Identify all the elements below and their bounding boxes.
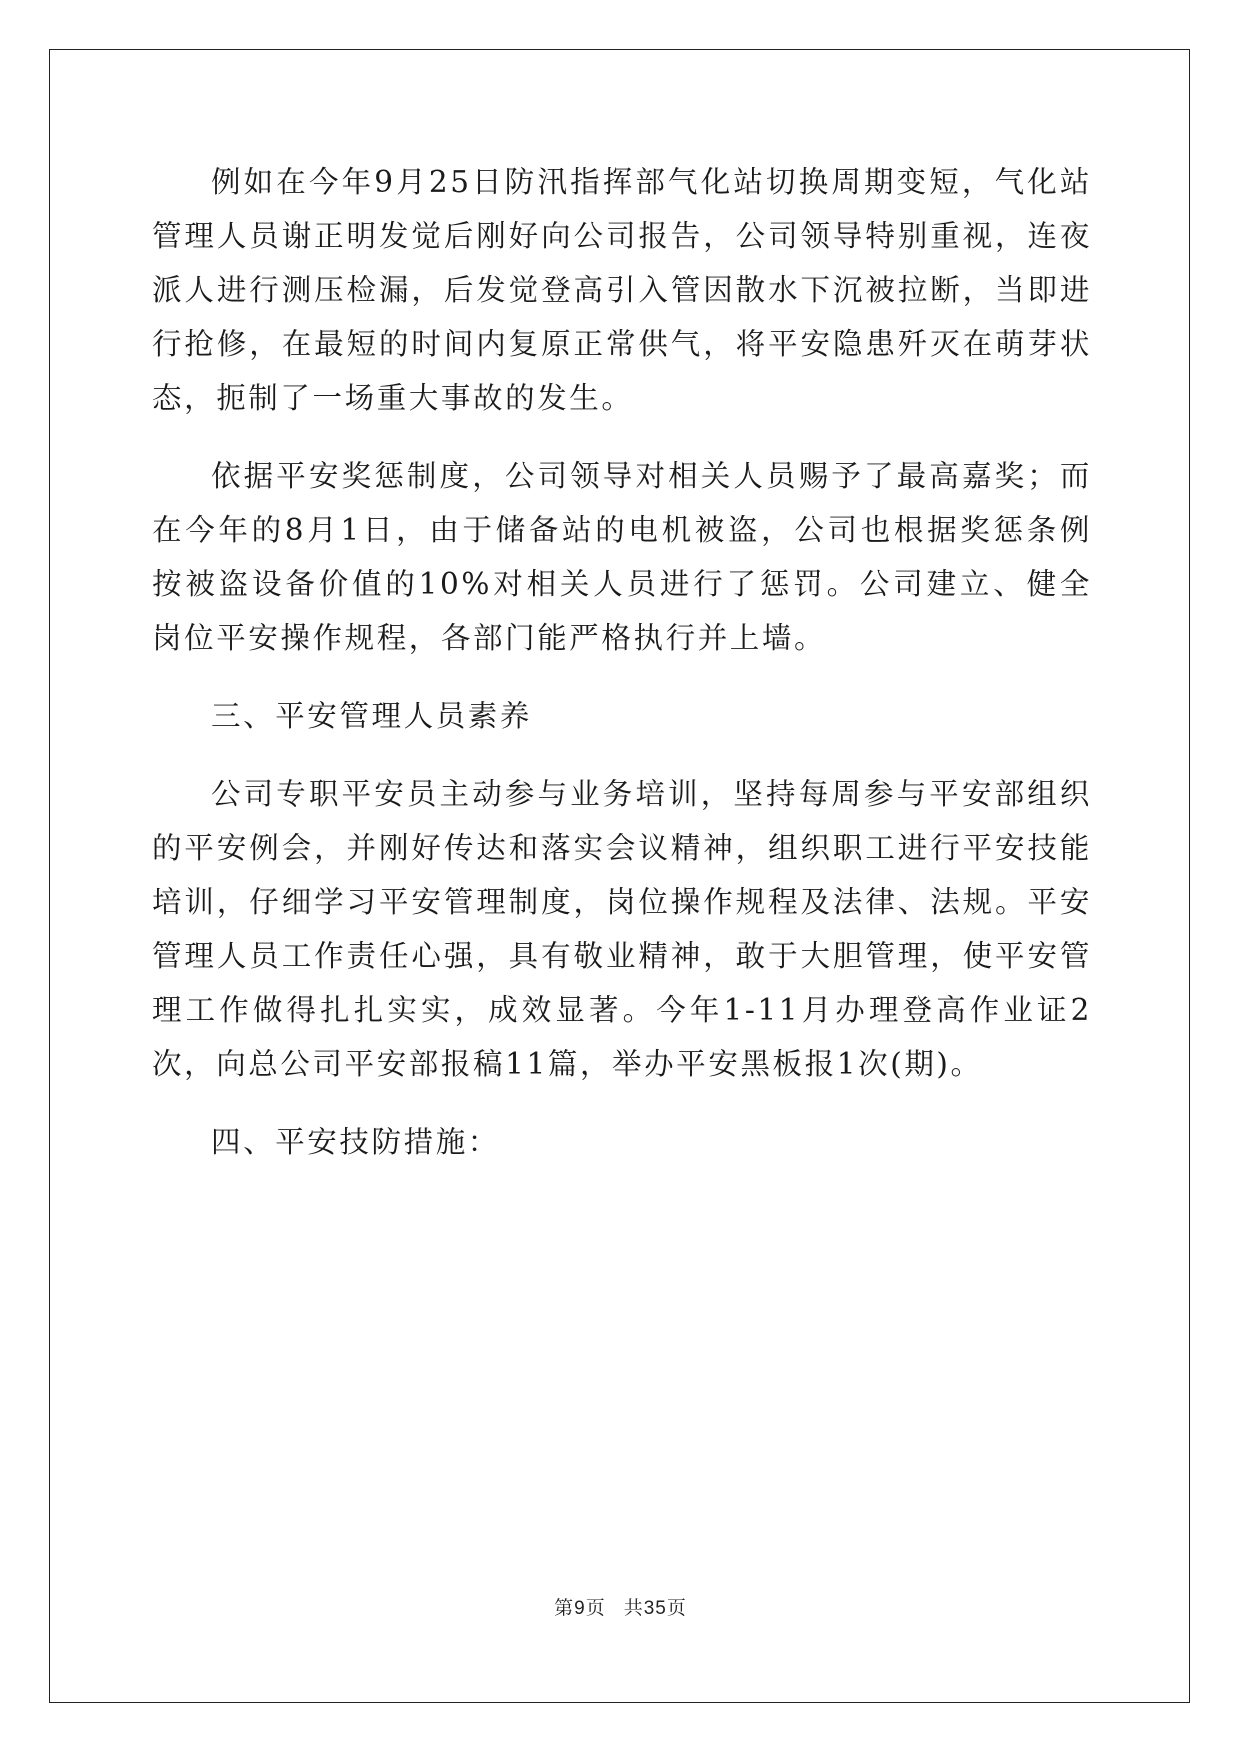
paragraph-reward-punishment: 依据平安奖惩制度，公司领导对相关人员赐予了最高嘉奖；而在今年的8月1日，由于储备站的电机被盗，公司也根据奖惩条例按被盗设备价值的10%对相关人员进行了惩罚。公司建立、健全岗位平安操作规程，各部门能严格执行并上墙。 — [152, 459, 1092, 655]
section-heading-3: 三、平安管理人员素养 — [211, 699, 533, 733]
footer-total-suffix: 页 — [666, 1597, 687, 1619]
paragraph-flood-station-incident: 例如在今年9月25日防汛指挥部气化站切换周期变短，气化站管理人员谢正明发觉后刚好向公司报告，公司领导特别重视，连夜派人进行测压检漏，后发觉登高引入管因散水下沉被拉断，当即进行抢修，在最短的时间内复原正常供气，将平安隐患歼灭在萌芽状态，扼制了一场重大事故的发生。 — [152, 165, 1092, 415]
section-heading-4: 四、平安技防措施： — [211, 1125, 500, 1159]
document-body — [152, 155, 1092, 1193]
footer-page-suffix: 页 — [585, 1597, 606, 1619]
page-footer — [0, 1593, 1241, 1620]
footer-total-prefix: 共 — [623, 1597, 644, 1619]
total-pages-number: 35 — [643, 1598, 667, 1619]
paragraph-safety-staff-quality: 公司专职平安员主动参与业务培训，坚持每周参与平安部组织的平安例会，并刚好传达和落实会议精神，组织职工进行平安技能培训，仔细学习平安管理制度，岗位操作规程及法律、法规。平安管理人员工作责任心强，具有敬业精神，敢于大胆管理，使平安管理工作做得扎扎实实，成效显著。今年1-11月办理登高作业证2次，向总公司平安部报稿11篇，举办平安黑板报1次(期)。 — [152, 777, 1092, 1081]
current-page-number: 9 — [574, 1598, 586, 1619]
footer-prefix: 第 — [554, 1597, 575, 1619]
